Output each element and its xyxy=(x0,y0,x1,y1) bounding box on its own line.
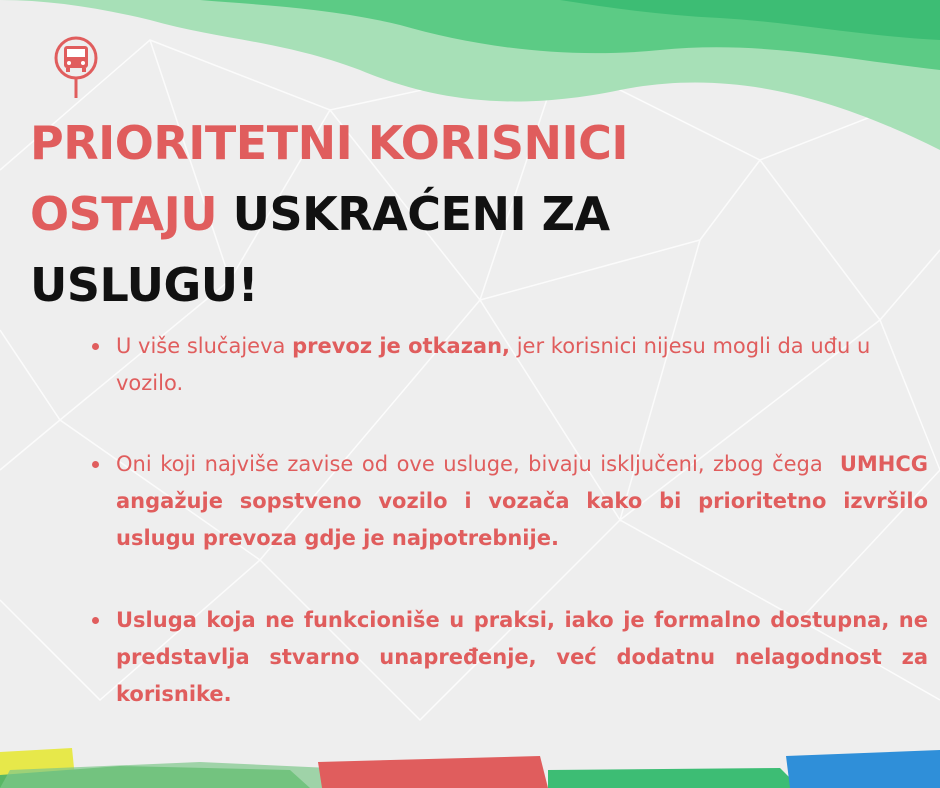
bullet-2-bold: UMHCG angažuje sopstveno vozilo i vozača kako bi prioritetno izvršilo uslugu prevoza gdje je najpotrebnije. xyxy=(116,452,928,550)
bullet-item-3 xyxy=(92,602,928,713)
headline-line2-red: OSTAJU xyxy=(30,187,218,241)
bottom-red-shape xyxy=(318,756,548,788)
bullet-1-bold: prevoz je otkazan, xyxy=(292,334,511,358)
bullet-item-1 xyxy=(92,328,928,402)
bus-location-pin-icon xyxy=(53,36,99,104)
bullet-list xyxy=(92,328,928,713)
bottom-blue-shape xyxy=(786,750,940,788)
headline-line1: PRIORITETNI KORISNICI xyxy=(30,116,629,170)
headline xyxy=(30,108,670,321)
headline-line2-black: USKRAĆENI ZA xyxy=(217,187,610,241)
bottom-green-shape-3 xyxy=(548,768,800,788)
bullet-item-2 xyxy=(92,446,928,557)
bullet-1-text: U više slučajeva xyxy=(116,334,293,358)
bullet-1-text-end: jer korisnici nijesu mogli da uđu u vozilo. xyxy=(116,334,871,395)
bullet-2-text: Oni koji najviše zavise od ove usluge, bivaju isključeni, zbog čega xyxy=(116,452,840,476)
headline-line3: USLUGU! xyxy=(30,258,259,312)
bullet-3-bold: Usluga koja ne funkcioniše u praksi, iako je formalno dostupna, ne predstavlja stvarno unapređenje, već dodatnu nelagodnost za korisnike. xyxy=(116,608,928,706)
